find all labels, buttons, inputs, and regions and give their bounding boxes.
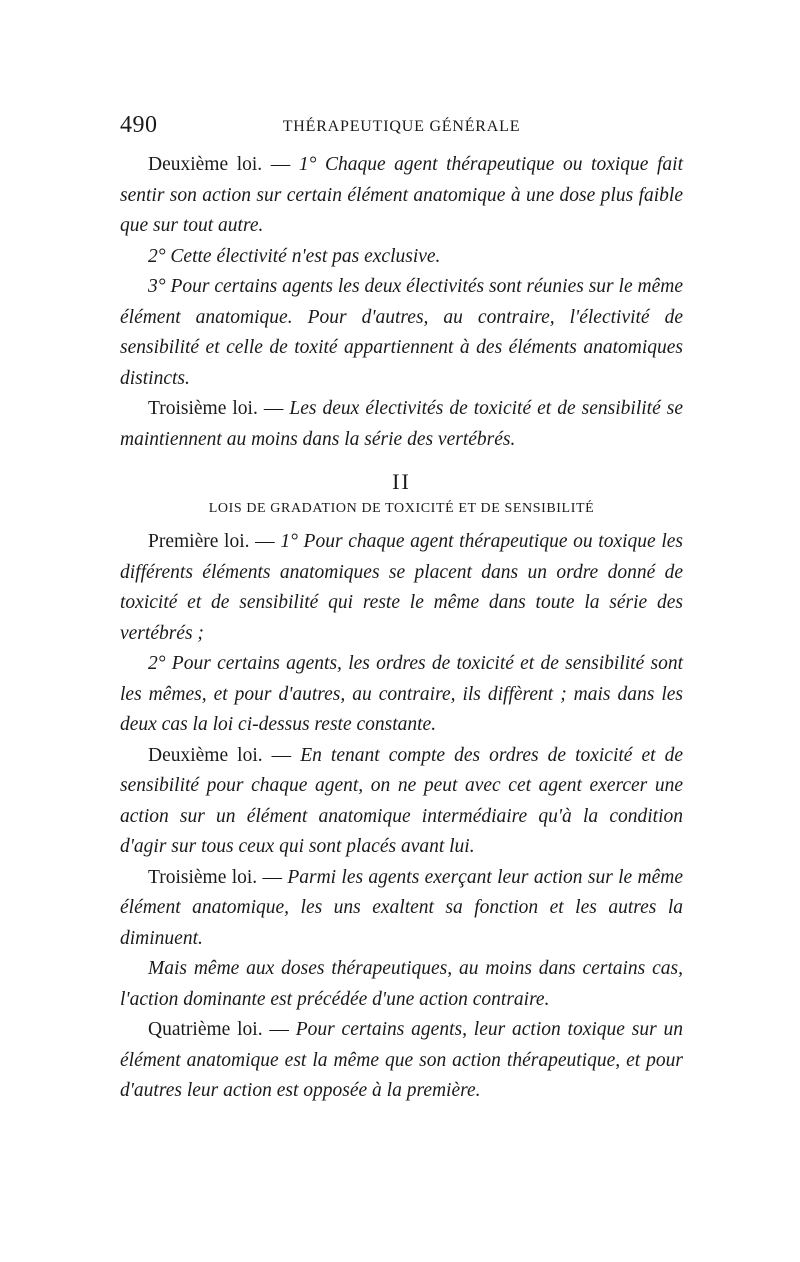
law-text: Pour certains agents, leur action toxique sur un élément anatomique est la même que son action thérapeutique, et pour d'autres leur action est opposée à la première.: [120, 1019, 684, 1101]
law-text: 1° Chaque agent thérapeutique ou toxique fait sentir son action sur certain élément anatomique à une dose plus faible que sur tout autre.: [120, 154, 684, 236]
page-body: [120, 150, 683, 1107]
section-title: LOIS DE GRADATION DE TOXICITÉ ET DE SENSIBILITÉ: [208, 501, 595, 516]
law-label: Troisième loi.: [148, 866, 258, 888]
paragraph: Quatrième loi. — Pour certains agents, leur action toxique sur un élément anatomique est la même que son action thérapeutique, et pour d'autres leur action est opposée à la première.: [120, 1019, 684, 1101]
paragraph: Troisième loi. — Les deux électivités de toxicité et de sensibilité se maintiennent au moins dans la série des vertébrés.: [120, 398, 683, 450]
section-number: II: [392, 469, 411, 494]
law-label: Deuxième loi.: [148, 744, 263, 766]
law-text: En tenant compte des ordres de toxicité et de sensibilité pour chaque agent, on ne peut avec cet agent exercer une action sur un élément anatomique intermédiaire qu'à la condition d'agir sur tous ceux qui sont placés avant lui.: [120, 744, 684, 857]
law-text: 2° Pour certains agents, les ordres de toxicité et de sensibilité sont les mêmes, et pour d'autres, au contraire, ils diffèrent ; mais dans les deux cas la loi ci-dessus reste constante.: [120, 653, 683, 735]
page-number: 490: [120, 112, 158, 138]
page-header: [120, 112, 683, 142]
paragraph: Deuxième loi. — En tenant compte des ordres de toxicité et de sensibilité pour chaque agent, on ne peut avec cet agent exercer une action sur un élément anatomique intermédiaire qu'à la condition d'agir sur tous ceux qui sont placés avant lui.: [120, 744, 684, 857]
paragraph: [120, 954, 683, 1015]
law-text: Les deux électivités de toxicité et de sensibilité se maintiennent au moins dans la série des vertébrés.: [120, 398, 683, 450]
paragraph: [120, 649, 683, 741]
law-label: Quatrième loi.: [148, 1019, 263, 1040]
paragraph: Deuxième loi. — 1° Chaque agent thérapeutique ou toxique fait sentir son action sur certain élément anatomique à une dose plus faible que sur tout autre.: [120, 154, 684, 236]
law-label: Deuxième loi.: [148, 154, 263, 175]
paragraph: [120, 242, 683, 273]
law-text: 3° Pour certains agents les deux électivités sont réunies sur le même élément anatomique. Pour d'autres, au contraire, l'électivité de sensibilité et celle de toxité appartiennent à des éléments anatomiques distincts.: [120, 276, 683, 389]
running-title: THÉRAPEUTIQUE GÉNÉRALE: [282, 118, 521, 135]
law-text: 2° Cette électivité n'est pas exclusive.: [148, 245, 441, 267]
paragraph: Première loi. — 1° Pour chaque agent thérapeutique ou toxique les différents éléments anatomiques se placent dans un ordre donné de toxicité et de sensibilité qui reste le même dans toute la série des vertébrés ;: [120, 531, 684, 644]
law-text: Parmi les agents exerçant leur action sur le même élément anatomique, les uns exaltent sa fonction et les autres la diminuent.: [120, 866, 684, 949]
law-text: Mais même aux doses thérapeutiques, au moins dans certains cas, l'action dominante est précédée d'une action contraire.: [120, 958, 683, 1010]
law-label: Troisième loi.: [148, 398, 258, 419]
paragraph: [120, 272, 683, 394]
paragraph: Troisième loi. — Parmi les agents exerçant leur action sur le même élément anatomique, les uns exaltent sa fonction et les autres la diminuent.: [120, 866, 684, 949]
law-label: Première loi.: [148, 531, 250, 552]
law-text: 1° Pour chaque agent thérapeutique ou toxique les différents éléments anatomiques se placent dans un ordre donné de toxicité et de sensibilité qui reste le même dans toute la série des vertébrés ;: [120, 531, 684, 644]
